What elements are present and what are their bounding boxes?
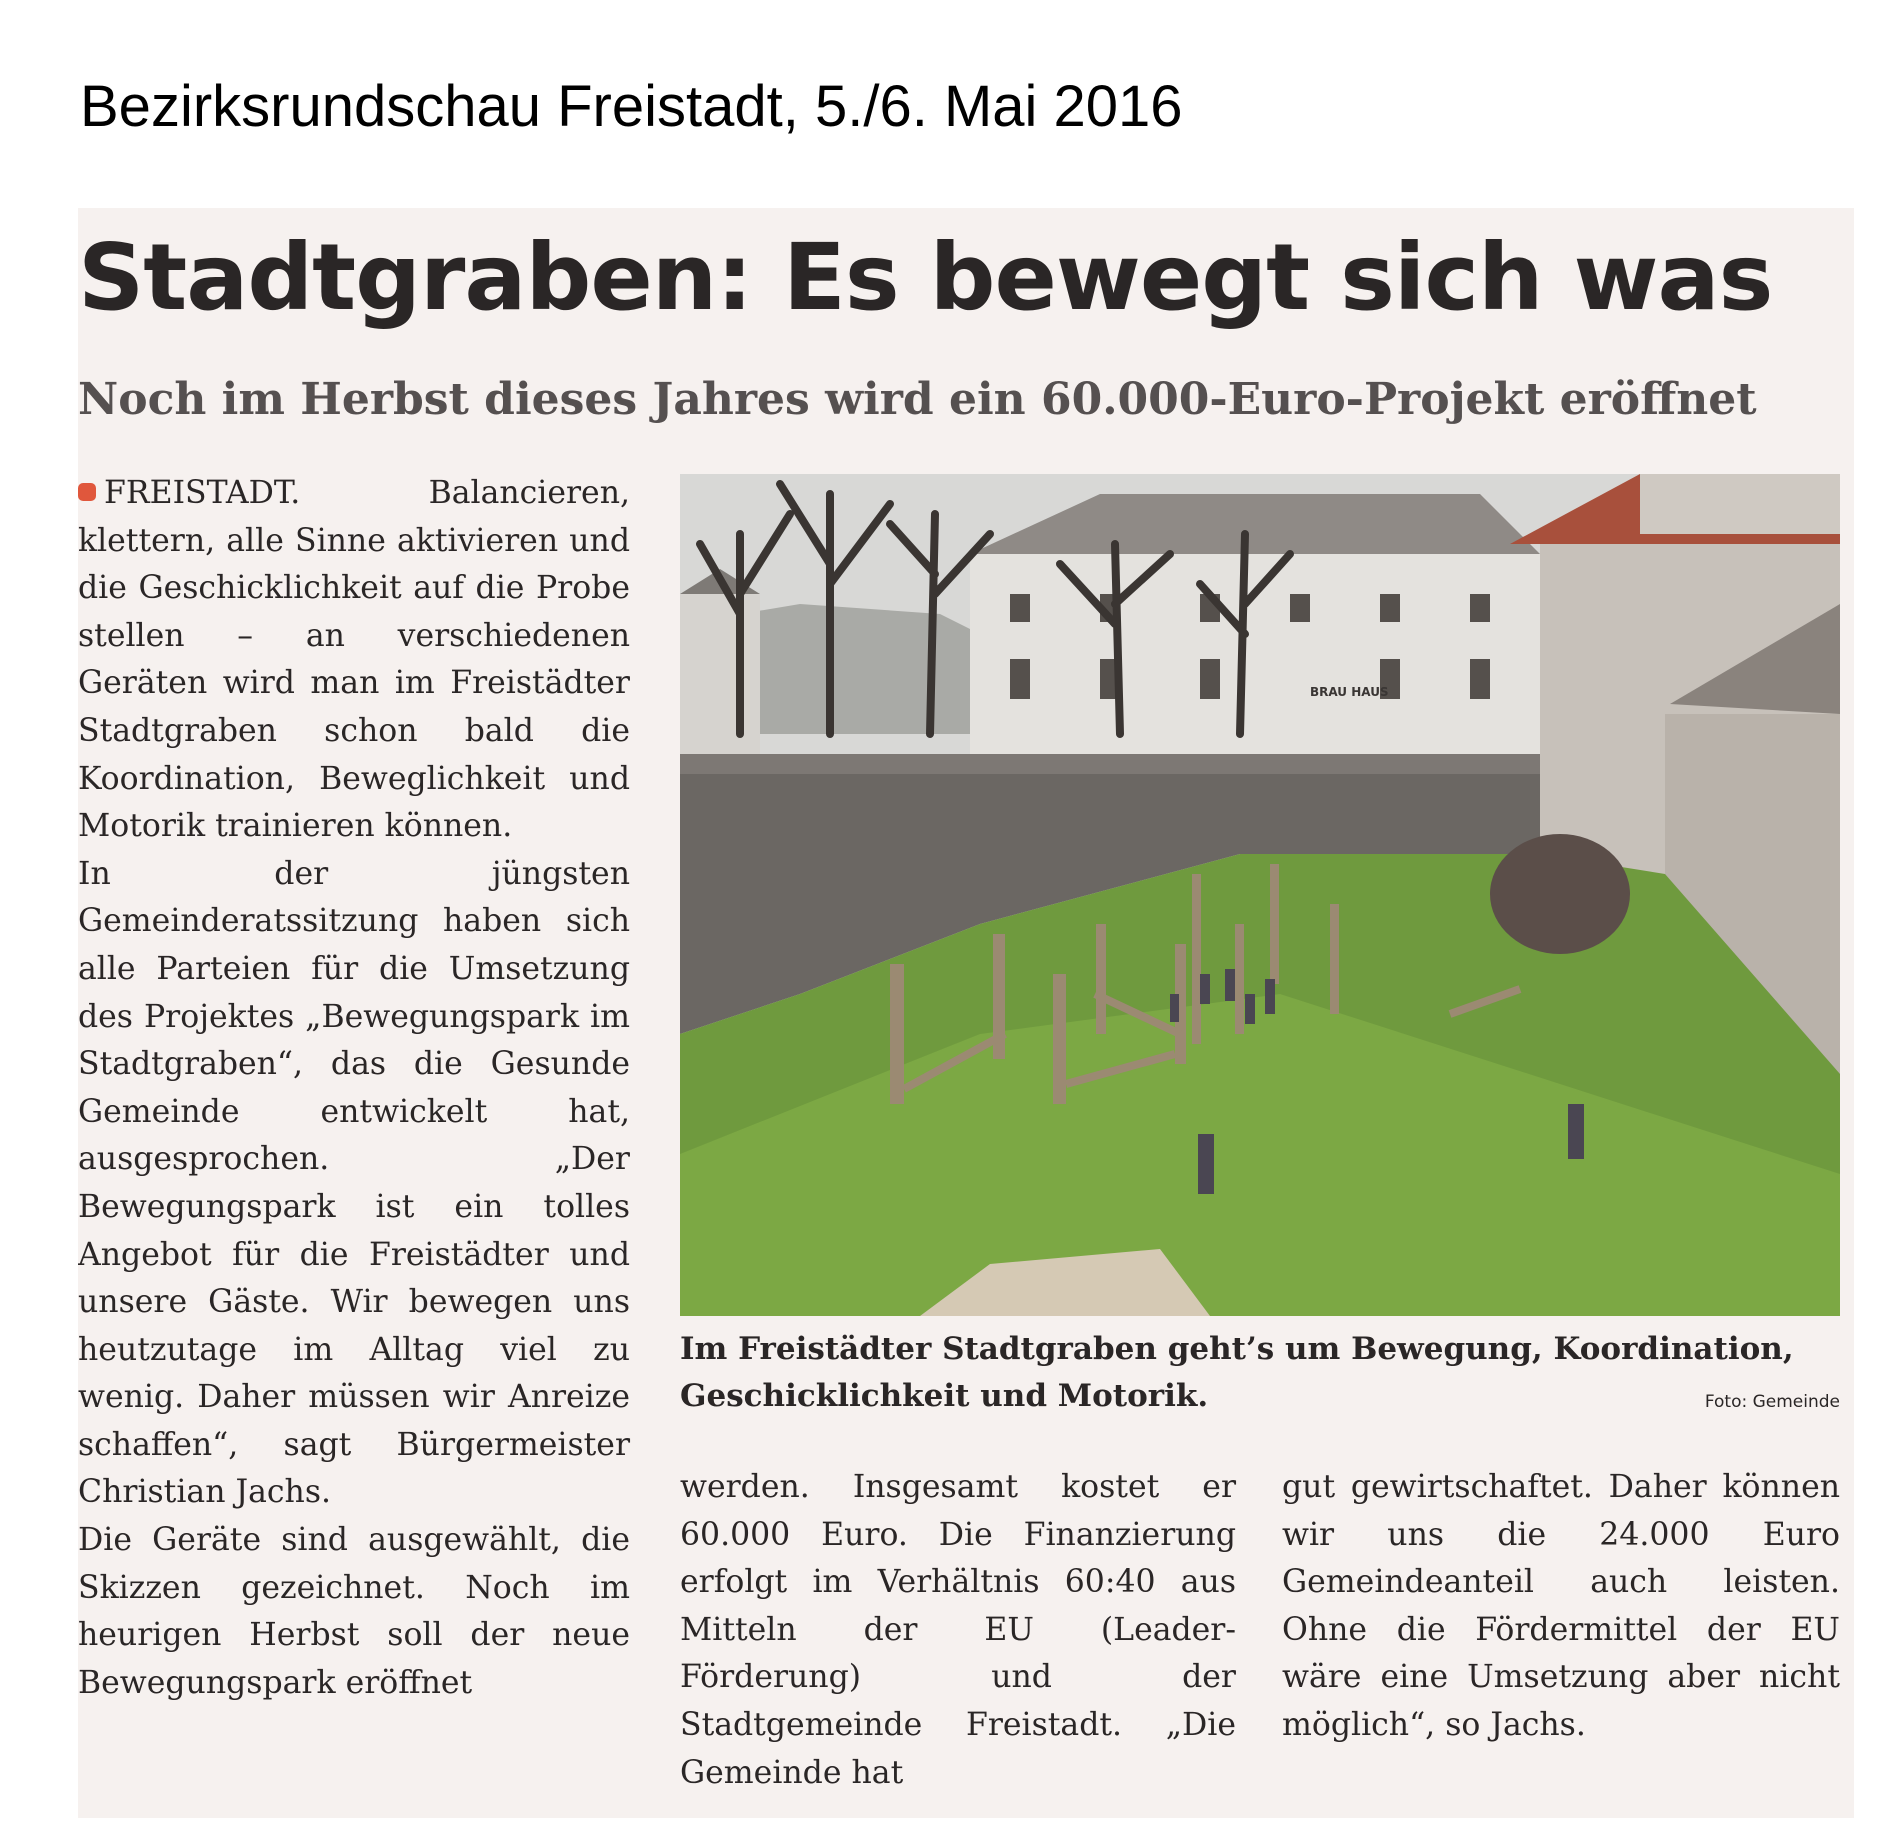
article-photo [680,474,1840,1316]
article-column-right [1282,1464,1840,1750]
paragraph-3-end: gut gewirtschaftet. Daher können wir uns die 24.000 Euro Gemeindeanteil auch leisten. Ohne die Fördermittel der EU wäre eine Umsetzung aber nicht möglich“, so Jachs. [1282,1469,1840,1743]
photo-caption: Im Freistädter Stadtgraben geht’s um Bewegung, Koordination, Geschicklichkeit und Motorik. [680,1331,1794,1414]
article-column-left [78,470,630,1707]
building-sign: BRAU HAUS [1310,685,1389,699]
paragraph-3: Die Geräte sind ausgewählt, die Skizzen gezeichnet. Noch im heurigen Herbst soll der neue Bewegungspark eröffnet [78,1522,630,1701]
paragraph-1-text: Balancieren, klettern, alle Sinne aktivieren und die Geschicklichkeit auf die Probe stellen – an verschiedenen Geräten wird man im Freistädter Stadtgraben schon bald die Koordination, Beweglichkeit und Motorik trainieren können. [78,475,630,845]
paragraph-1 [78,470,630,851]
article-column-middle [680,1464,1236,1797]
paragraph-3-continued: werden. Insgesamt kostet er 60.000 Euro. Die Finanzierung erfolgt im Verhältnis 60:40 aus Mitteln der EU (Leader-Förderung) und der Stadtgemeinde Freistadt. „Die Gemeinde hat [680,1469,1236,1791]
dateline: FREISTADT. [104,475,301,511]
newspaper-clipping [78,208,1854,1818]
paragraph-2: In der jüngsten Gemeinderatssitzung haben sich alle Parteien für die Umsetzung des Projektes „Bewegungspark im Stadtgraben“, das die Gesunde Gemeinde entwickelt hat, ausgesprochen. „Der Bewegungspark ist ein tolles Angebot für die Freistädter und unsere Gäste. Wir bewegen uns heutzutage im Alltag viel zu wenig. Daher müssen wir Anreize schaffen“, sagt Bürgermeister Christian Jachs. [78,855,630,1511]
photo-credit: Foto: Gemeinde [1704,1392,1840,1412]
article-headline: Stadtgraben: Es bewegt sich was [78,224,1773,331]
brauhaus-building [970,494,1540,754]
article-subheadline: Noch im Herbst dieses Jahres wird ein 60.000-Euro-Projekt eröffnet [78,374,1757,425]
bullet-square-icon [78,483,96,501]
source-line: Bezirksrundschau Freistadt, 5./6. Mai 2016 [80,74,1183,139]
